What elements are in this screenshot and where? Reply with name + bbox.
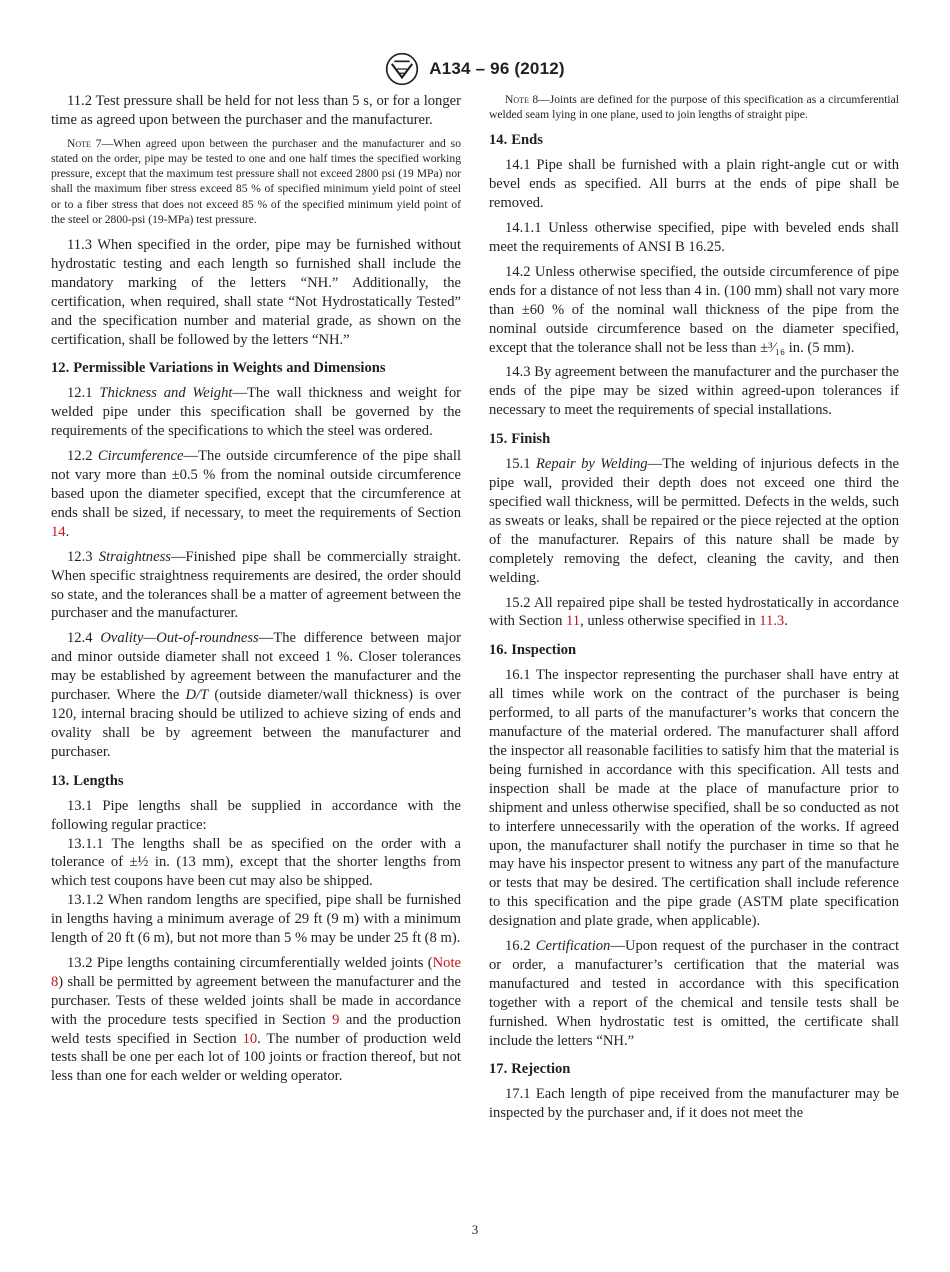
note-8 <box>489 92 899 122</box>
clause-term: D/T <box>185 687 209 704</box>
clause-number: 12.2 <box>67 448 98 465</box>
paragraph-13-1: 13.1 Pipe lengths shall be supplied in accordance with the following regular practice: <box>51 797 461 833</box>
clause-text: . <box>65 523 70 540</box>
section-10-link[interactable]: 10 <box>242 1030 258 1047</box>
section-number: 12. <box>51 360 70 377</box>
paragraph-14-1-1: 14.1.1 Unless otherwise specified, pipe with beveled ends shall meet the requirements of ANSI B 16.25. <box>489 220 899 256</box>
paragraph-13-2 <box>51 954 461 1086</box>
paragraph-12-4 <box>51 629 461 761</box>
clause-term: Certification <box>535 938 611 955</box>
section-number: 16. <box>489 642 508 659</box>
section-11-3-link[interactable]: 11.3 <box>759 613 785 630</box>
clause-text: and the production weld tests specified in Section <box>51 1011 461 1047</box>
paragraph-16-2 <box>489 937 899 1050</box>
section-14-heading <box>489 131 899 150</box>
clause-number: 12.3 <box>67 548 99 565</box>
clause-text: —The difference between major and minor outside diameter shall not exceed 1 %. Closer tolerances may be established by agreement between the manufacturer and the purchaser. Where the <box>51 630 461 704</box>
paragraph-12-3 <box>51 548 461 624</box>
note-label: Note 8 <box>505 93 539 106</box>
section-14-link[interactable]: 14 <box>51 523 66 540</box>
section-number: 13. <box>51 772 70 789</box>
clause-text: . <box>784 613 788 630</box>
clause-text: —The outside circumference of the pipe shall not vary more than ±0.5 % from the nominal outside circumference based upon the diameter specified, except that the circumference at ends shall be sized, if necessary, to meet the requirements of Section <box>51 448 462 521</box>
section-title: Finish <box>511 431 551 448</box>
clause-number: 16.2 <box>505 938 536 955</box>
paragraph-11-2: 11.2 Test pressure shall be held for not less than 5 s, or for a longer time as agreed upon between the purchaser and the manufacturer. <box>51 93 461 128</box>
clause-text: ) shall be permitted by agreement between the manufacturer and the purchaser. Tests of these welded joints shall be made in accordance with the procedure tests specified in Section <box>51 973 461 1028</box>
section-17-heading <box>489 1060 899 1079</box>
paragraph-15-1 <box>489 455 899 587</box>
paragraph-17-1: 17.1 Each length of pipe received from the manufacturer may be inspected by the purchaser and, if it does not meet the <box>489 1086 899 1122</box>
clause-text: —The welding of injurious defects in the pipe wall, provided their depth does not exceed one third the specified wall thickness, will be permitted. Defects in the welds, such as sweats or leaks, shall be repaired or the piece rejected at the option of the manufacturer. Repairs of this nature shall be made by completely removing the defect, cleaning the cavity, and then welding. <box>489 456 899 586</box>
section-16-heading <box>489 641 899 660</box>
section-number: 14. <box>489 132 508 149</box>
section-title: Ends <box>511 132 543 149</box>
paragraph-15-2 <box>489 594 899 632</box>
paragraph-14-3: 14.3 By agreement between the manufacturer and the purchaser the ends of the pipe may be sized within agreed-upon tolerances if necessary to meet the requirements of special installations. <box>489 364 899 419</box>
clause-text: —Finished pipe shall be commercially straight. When specific straightness requirements are desired, the order should so state, and the tolerances shall be a matter of agreement between the purchaser and the manufacturer. <box>51 548 462 622</box>
clause-term: Circumference <box>97 448 184 465</box>
left-column <box>51 92 461 1092</box>
note-7 <box>51 136 461 227</box>
clause-number: 15.1 <box>505 456 536 473</box>
clause-number: 12.4 <box>67 630 101 647</box>
clause-text: (outside diameter/wall thickness) is over 120, internal bracing should be utilized to achieve sizing of ends and ovality shall be by agreement between the manufacturer and purchaser. <box>51 687 462 760</box>
section-9-link[interactable]: 9 <box>332 1011 340 1028</box>
clause-text: , unless otherwise specified in <box>580 613 760 630</box>
clause-term: Straightness <box>98 548 171 565</box>
section-title: Inspection <box>511 642 577 659</box>
section-number: 17. <box>489 1061 508 1078</box>
section-12-heading <box>51 359 461 378</box>
clause-term: Ovality—Out-of-roundness <box>100 630 259 647</box>
note-text: —Joints are defined for the purpose of this specification as a circumferential welded seam lying in one plane, used to join lengths of straight pipe. <box>489 93 900 122</box>
paragraph-14-1: 14.1 Pipe shall be furnished with a plain right-angle cut or with bevel ends as specified. All burrs at the ends of pipe shall be removed. <box>489 157 899 212</box>
paragraph-13-1-2: 13.1.2 When random lengths are specified, pipe shall be furnished in lengths having a minimum average of 29 ft (9 m) with a minimum length of 20 ft (6 m), but not more than 5 % may be under 25 ft (8 m). <box>51 892 461 947</box>
document-designation: A134 – 96 (2012) <box>429 59 565 78</box>
right-column <box>489 92 899 1129</box>
section-title: Lengths <box>73 772 124 789</box>
paragraph-13-1-1: 13.1.1 The lengths shall be as specified on the order with a tolerance of ±½ in. (13 mm), except that the shorter lengths from which test coupons have been cut may also be shipped. <box>51 835 461 890</box>
clause-text: 15.2 All repaired pipe shall be tested hydrostatically in accordance with Section <box>489 594 899 630</box>
paragraph-12-2 <box>51 447 461 542</box>
section-title: Rejection <box>511 1061 571 1078</box>
clause-text: . The number of production weld tests shall be one per each lot of 100 joints or fraction thereof, but not less than one for each welder or welding operator. <box>51 1030 461 1085</box>
clause-text: —The wall thickness and weight for welded pipe under this specification shall be governed by the requirements of the specifications to which the steel was ordered. <box>51 385 461 440</box>
clause-number: 12.1 <box>67 385 100 402</box>
section-number: 15. <box>489 431 508 448</box>
paragraph-16-1: 16.1 The inspector representing the purchaser shall have entry at all times while work on the contract of the purchaser is being performed, to all parts of the manufacturer’s works that concern the manufacture of the material ordered. The manufacturer shall afford the inspector all reasonable facilities to satisfy him that the material is being furnished in accordance with this specification. All tests and inspection shall be made at the place of manufacture prior to shipment and unless otherwise specified, shall be so conducted as not to interfere unnecessarily with the operation of the works. If agreed upon, the manufacturer shall notify the purchaser in time so that he may have his inspector present to witness any part of the manufacture or tests that may be desired. The certification shall include reference to this specification and the pipe grade (ASTM plate specification designation and plate grade, when applicable). <box>489 667 899 930</box>
clause-text: —Upon request of the purchaser in the contract or order, a manufacturer’s certification that the material was manufactured and tested in accordance with this specification together with a report of the chemical and tensile tests shall be furnished. When hydrostatic test is omitted, the certificate shall include the letters “NH.” <box>489 938 899 1049</box>
section-13-heading <box>51 772 461 791</box>
astm-logo-icon <box>385 52 419 86</box>
note-8-link[interactable]: Note 8 <box>51 954 461 990</box>
page-header <box>0 52 950 86</box>
paragraph-14-2: 14.2 Unless otherwise specified, the outside circumference of pipe ends for a distance of not less than 4 in. (100 mm) shall not vary more than ±60 % of the nominal wall thickness of the pipe from the nominal outside circumference based on the diameter specified, except that the tolerance shall not be less than ±³⁄₁₆ in. (5 mm). <box>489 263 899 356</box>
section-11-link[interactable]: 11 <box>566 613 581 630</box>
clause-term: Repair by Welding <box>535 456 648 473</box>
note-label: Note 7 <box>67 136 102 150</box>
clause-text: 13.2 Pipe lengths containing circumferentially welded joints ( <box>67 954 433 971</box>
clause-term: Thickness and Weight <box>99 385 233 402</box>
section-15-heading <box>489 430 899 449</box>
paragraph-11-3: 11.3 When specified in the order, pipe may be furnished without hydrostatic testing and each length so furnished shall include the mandatory marking of the letters “NH.” Additionally, the certification, when required, shall state “Not Hydrostatically Tested” and the specification number and material grade, as shown on the certification, shall be followed by the letters “NH.” <box>51 237 461 348</box>
section-title: Permissible Variations in Weights and Dimensions <box>73 360 386 377</box>
note-text: —When agreed upon between the purchaser and the manufacturer and so stated on the order, pipe may be tested to one and one half times the specified working pressure, except that the maximum test pressure shall not exceed 2800 psi (19 MPa) nor shall the maximum fiber stress exceed 85 % of specified minimum yield point of steel or to a fiber stress that does not exceed 85 % of the specified minimum yield point of the steel or 2800-psi (19-MPa) test pressure. <box>51 136 461 226</box>
paragraph-12-1 <box>51 384 461 441</box>
page-number: 3 <box>471 1222 479 1237</box>
